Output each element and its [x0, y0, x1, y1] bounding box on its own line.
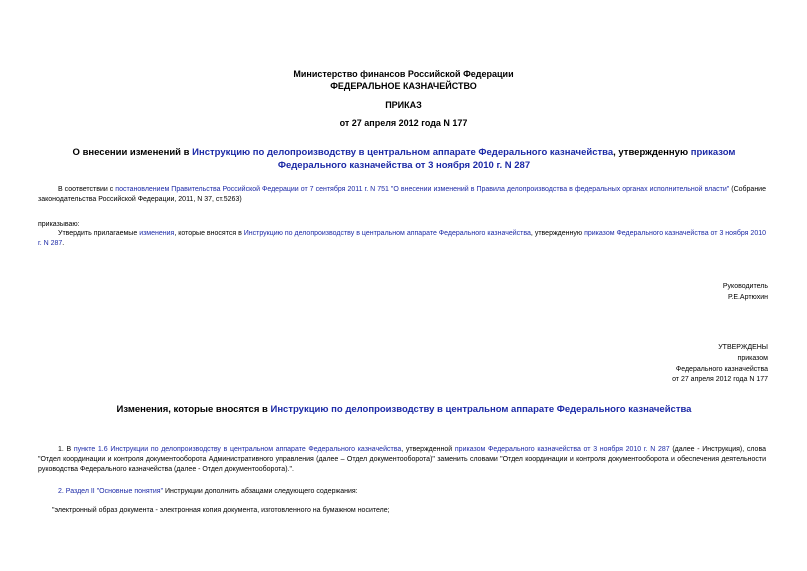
prikazyvayu-label: приказываю:: [38, 221, 80, 228]
item-2-text: Инструкции дополнить абзацами следующего содержания:: [163, 488, 358, 495]
order-changes-link[interactable]: изменения: [139, 230, 175, 237]
item-1-text: 1. В: [58, 446, 74, 453]
approval-by-order: приказом: [737, 355, 768, 362]
order-title-prikaz-link[interactable]: приказом Федерального казначейства от 3 ноября 2010 г. N 287: [277, 147, 736, 171]
order-title: [58, 146, 750, 172]
changes-title-text: Изменения, которые вносятся в: [116, 404, 271, 415]
changes-title: [40, 403, 768, 416]
order-instruction-link[interactable]: Инструкцию по делопроизводству в центральном аппарате Федерального казначейства: [243, 230, 531, 237]
item-1-text: , утвержденной: [401, 446, 455, 453]
treasury-name: ФЕДЕРАЛЬНОЕ КАЗНАЧЕЙСТВО: [330, 81, 477, 91]
signature-name: Р.Е.Артюхин: [728, 294, 768, 301]
item-1-text: (далее - Инструкция), слова "Отдел координации и контроля документооборота Административного управления (далее – Отдел документооборота)" заменить словами "Отдел координации и контроля документооборота и обеспечения деятельности руководства Федерального казначейства (далее - Отдел документооборота).".: [38, 446, 766, 473]
document-type: ПРИКАЗ: [385, 100, 422, 110]
item-1-paragraph: [38, 445, 766, 475]
order-title-text: О внесении изменений в: [72, 147, 193, 158]
item-2-section-link[interactable]: 2. Раздел II "Основные понятия": [58, 488, 164, 495]
order-title-instruction-link[interactable]: Инструкцию по делопроизводству в центральном аппарате Федерального казначейства: [192, 147, 614, 158]
order-text: , которые вносятся в: [174, 230, 244, 237]
order-date-number: от 27 апреля 2012 года N 177: [339, 118, 468, 128]
item-1-punkt-link[interactable]: пункте 1.6 Инструкции по делопроизводству в центральном аппарате Федерального казначейства: [73, 446, 402, 453]
approval-authority: Федерального казначейства: [675, 366, 768, 373]
approval-approved: УТВЕРЖДЕНЫ: [718, 344, 768, 351]
item-2-paragraph: [38, 487, 766, 497]
preamble-text: (Собрание законодательства Российской Федерации, 2011, N 37, ст.5263): [38, 186, 766, 203]
order-text: Утвердить прилагаемые: [58, 230, 140, 237]
order-text: , утвержденную: [530, 230, 585, 237]
order-title-text: , утвержденную: [613, 147, 691, 158]
order-prikaz-link[interactable]: приказом Федерального казначейства от 3 ноября 2010 г. N 287: [38, 230, 766, 247]
quote-paragraph: "электронный образ документа - электронная копия документа, изготовленного на бумажном носителе;: [52, 507, 390, 514]
preamble-text: В соответствии с: [58, 186, 116, 193]
approval-date-number: от 27 апреля 2012 года N 177: [672, 376, 768, 383]
changes-title-instruction-link[interactable]: Инструкцию по делопроизводству в центральном аппарате Федерального казначейства: [270, 404, 692, 415]
ministry-name: Министерство финансов Российской Федерации: [293, 69, 514, 79]
order-text: .: [62, 240, 65, 247]
item-1-prikaz-link[interactable]: приказом Федерального казначейства от 3 ноября 2010 г. N 287: [454, 446, 670, 453]
preamble-postanovlenie-link[interactable]: постановлением Правительства Российской Федерации от 7 сентября 2011 г. N 751 "О внесении изменений в Правила делопроизводства в федеральных органах исполнительной власти": [115, 186, 730, 193]
preamble-paragraph: [38, 185, 766, 205]
signature-position: Руководитель: [722, 283, 768, 290]
order-paragraph: [38, 229, 766, 249]
